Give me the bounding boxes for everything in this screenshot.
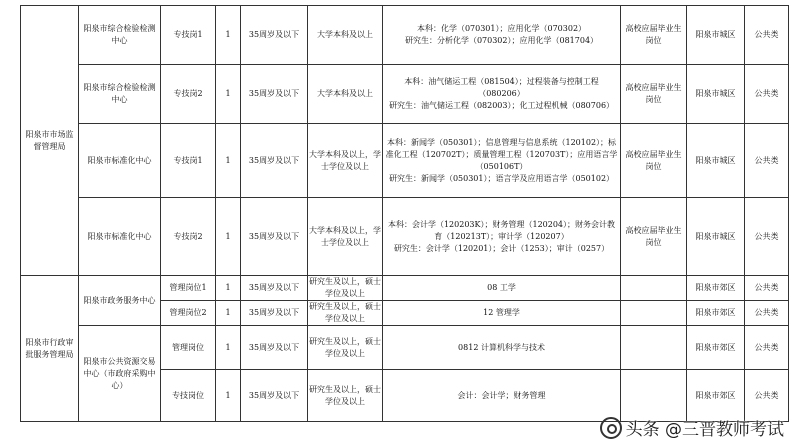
dept-cell: 阳泉市市场监督管理局 [21,6,79,276]
post-cell: 管理岗位1 [161,276,216,301]
count-cell: 1 [216,198,241,276]
major-cell: 本科：油气储运工程（081504）；过程装备与控制工程（080206） 研究生：油气储运工程（082003）；化工过程机械（080706） [383,65,621,124]
table-row [21,6,789,65]
post-cell: 管理岗位2 [161,301,216,326]
target-cell: 高校应届毕业生岗位 [621,65,687,124]
recruitment-table [20,5,789,422]
category-cell: 公共类 [745,65,789,124]
unit-cell: 阳泉市综合检验检测中心 [79,65,161,124]
count-cell: 1 [216,124,241,198]
edu-cell: 研究生及以上，硕士学位及以上 [308,276,383,301]
category-cell: 公共类 [745,370,789,422]
major-cell: 12 管理学 [383,301,621,326]
age-cell: 35周岁及以下 [241,198,308,276]
edu-cell: 研究生及以上，硕士学位及以上 [308,301,383,326]
post-cell: 管理岗位 [161,326,216,370]
age-cell: 35周岁及以下 [241,6,308,65]
major-cell: 本科：化学（070301）；应用化学（070302） 研究生：分析化学（070302）；应用化学（081704） [383,6,621,65]
table-row [21,124,789,198]
target-cell: 高校应届毕业生岗位 [621,198,687,276]
unit-cell: 阳泉市综合检验检测中心 [79,6,161,65]
category-cell: 公共类 [745,301,789,326]
category-cell: 公共类 [745,326,789,370]
dept-cell: 阳泉市行政审批服务管理局 [21,276,79,422]
count-cell: 1 [216,65,241,124]
location-cell: 阳泉市郊区 [687,370,745,422]
unit-cell: 阳泉市标准化中心 [79,198,161,276]
count-cell: 1 [216,301,241,326]
age-cell: 35周岁及以下 [241,124,308,198]
edu-cell: 大学本科及以上，学士学位及以上 [308,124,383,198]
location-cell: 阳泉市城区 [687,6,745,65]
watermark [600,415,784,440]
category-cell: 公共类 [745,198,789,276]
location-cell: 阳泉市郊区 [687,301,745,326]
category-cell: 公共类 [745,276,789,301]
target-cell [621,370,687,422]
post-cell: 专技岗1 [161,124,216,198]
major-cell: 08 工学 [383,276,621,301]
watermark-text: 头条 @三晋教师考试 [625,420,784,440]
major-cell: 本科：新闻学（050301）；信息管理与信息系统（120102）；标准化工程（120702T）；质量管理工程（120703T）；应用语言学（050106T） 研究生：新闻学（050301）；语言学及应用语言学（050102） [383,124,621,198]
category-cell: 公共类 [745,124,789,198]
edu-cell: 大学本科及以上 [308,6,383,65]
table-row [21,276,789,301]
age-cell: 35周岁及以下 [241,301,308,326]
unit-cell: 阳泉市公共资源交易中心（市政府采购中心） [79,326,161,422]
location-cell: 阳泉市城区 [687,124,745,198]
target-cell [621,276,687,301]
post-cell: 专技岗1 [161,6,216,65]
post-cell: 专技岗2 [161,198,216,276]
category-cell: 公共类 [745,6,789,65]
table-row [21,326,789,370]
target-cell: 高校应届毕业生岗位 [621,6,687,65]
location-cell: 阳泉市城区 [687,65,745,124]
age-cell: 35周岁及以下 [241,370,308,422]
camera-lens-icon [600,417,622,439]
age-cell: 35周岁及以下 [241,65,308,124]
unit-cell: 阳泉市标准化中心 [79,124,161,198]
location-cell: 阳泉市郊区 [687,326,745,370]
post-cell: 专技岗2 [161,65,216,124]
target-cell [621,326,687,370]
unit-cell: 阳泉市政务服务中心 [79,276,161,326]
count-cell: 1 [216,276,241,301]
major-cell: 会计：会计学；财务管理 [383,370,621,422]
age-cell: 35周岁及以下 [241,326,308,370]
post-cell: 专技岗位 [161,370,216,422]
major-cell: 本科：会计学（120203K）；财务管理（120204）；财务会计教育（120213T）；审计学（120207） 研究生：会计学（120201）；会计（1253）；审计（0257） [383,198,621,276]
count-cell: 1 [216,326,241,370]
age-cell: 35周岁及以下 [241,276,308,301]
table-row [21,65,789,124]
location-cell: 阳泉市郊区 [687,276,745,301]
location-cell: 阳泉市城区 [687,198,745,276]
count-cell: 1 [216,370,241,422]
table-row [21,198,789,276]
count-cell: 1 [216,6,241,65]
edu-cell: 大学本科及以上，学士学位及以上 [308,198,383,276]
major-cell: 0812 计算机科学与技术 [383,326,621,370]
edu-cell: 研究生及以上，硕士学位及以上 [308,326,383,370]
edu-cell: 研究生及以上，硕士学位及以上 [308,370,383,422]
target-cell: 高校应届毕业生岗位 [621,124,687,198]
edu-cell: 大学本科及以上 [308,65,383,124]
target-cell [621,301,687,326]
